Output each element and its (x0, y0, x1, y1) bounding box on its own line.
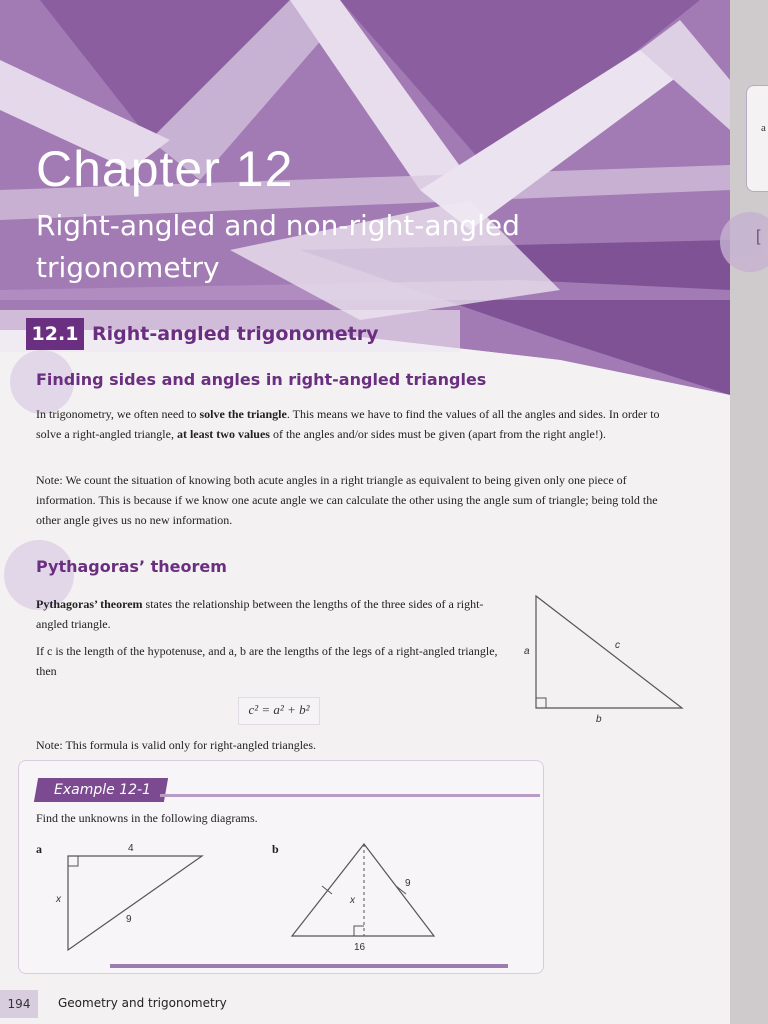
example-tab-label: Example 12-1 (54, 782, 151, 798)
right-triangle-diagram (500, 588, 700, 728)
chapter-heading: Chapter 12 (36, 141, 294, 197)
part-b-side-label: 9 (405, 878, 411, 889)
part-b-height-label: x (350, 895, 355, 906)
pythagoras-formula: c² = a² + b² (238, 697, 320, 725)
example-tab (34, 778, 168, 802)
part-a-left-label: x (56, 894, 61, 905)
text-run: of the angles and/or sides must be given (apart from the right angle!). (269, 427, 606, 441)
page-number: 194 (0, 990, 38, 1018)
example-rule (160, 794, 540, 797)
bold-term-solve: solve the triangle (199, 407, 287, 421)
part-a-top-label: 4 (128, 843, 134, 854)
facing-page-edge (730, 0, 768, 1024)
diagram-label-a: a (524, 646, 530, 657)
bold-term-pythagoras: Pythagoras’ theorem (36, 597, 143, 611)
part-b-label: b (272, 842, 279, 856)
diagram-label-b: b (596, 714, 602, 725)
finding-note: Note: We count the situation of knowing both acute angles in a right triangle as equivalent to being given only one piece of information. This is because if we know one acute angle we can calculate the other using the angle sum of triangle; being told the other angle gives us no new information. (36, 473, 658, 527)
example-prompt: Find the unknowns in the following diagrams. (36, 811, 258, 825)
heading-pythagoras: Pythagoras’ theorem (36, 557, 227, 576)
heading-finding-sides: Finding sides and angles in right-angled triangles (36, 370, 487, 389)
example-bottom-rule (110, 964, 508, 968)
section-title: Right-angled trigonometry (92, 323, 379, 345)
facing-page-box (746, 85, 768, 192)
chapter-title: Right-angled and non-right-angled trigonometry (36, 209, 520, 284)
example-triangle-a (60, 850, 210, 960)
pythagoras-note: Note: This formula is valid only for right-angled triangles. (36, 738, 317, 752)
facing-page-letter: a (761, 122, 766, 134)
part-b-base-label: 16 (354, 942, 366, 953)
example-triangle-b (286, 838, 442, 944)
pythagoras-paragraph (36, 594, 496, 634)
facing-page-glyph: [ (756, 228, 761, 245)
finding-paragraph (36, 404, 672, 444)
bold-term-two-values: at least two values (176, 427, 270, 441)
section-number: 12.1 (26, 318, 84, 350)
part-a-label: a (36, 842, 42, 856)
text-run: . This means we have to find the values of all the angles and sides. In order to solve a right-angled triangle, (36, 407, 660, 441)
part-a-hyp-label: 9 (126, 914, 132, 925)
running-footer: Geometry and trigonometry (58, 996, 227, 1010)
pythagoras-definition: If c is the length of the hypotenuse, and a, b are the lengths of the legs of a right-angled triangle, then (36, 644, 498, 678)
text-run: In trigonometry, we often need to (36, 407, 200, 421)
text-run: states the relationship between the lengths of the three sides of a right-angled triangle. (36, 597, 484, 631)
diagram-label-c: c (615, 640, 620, 651)
